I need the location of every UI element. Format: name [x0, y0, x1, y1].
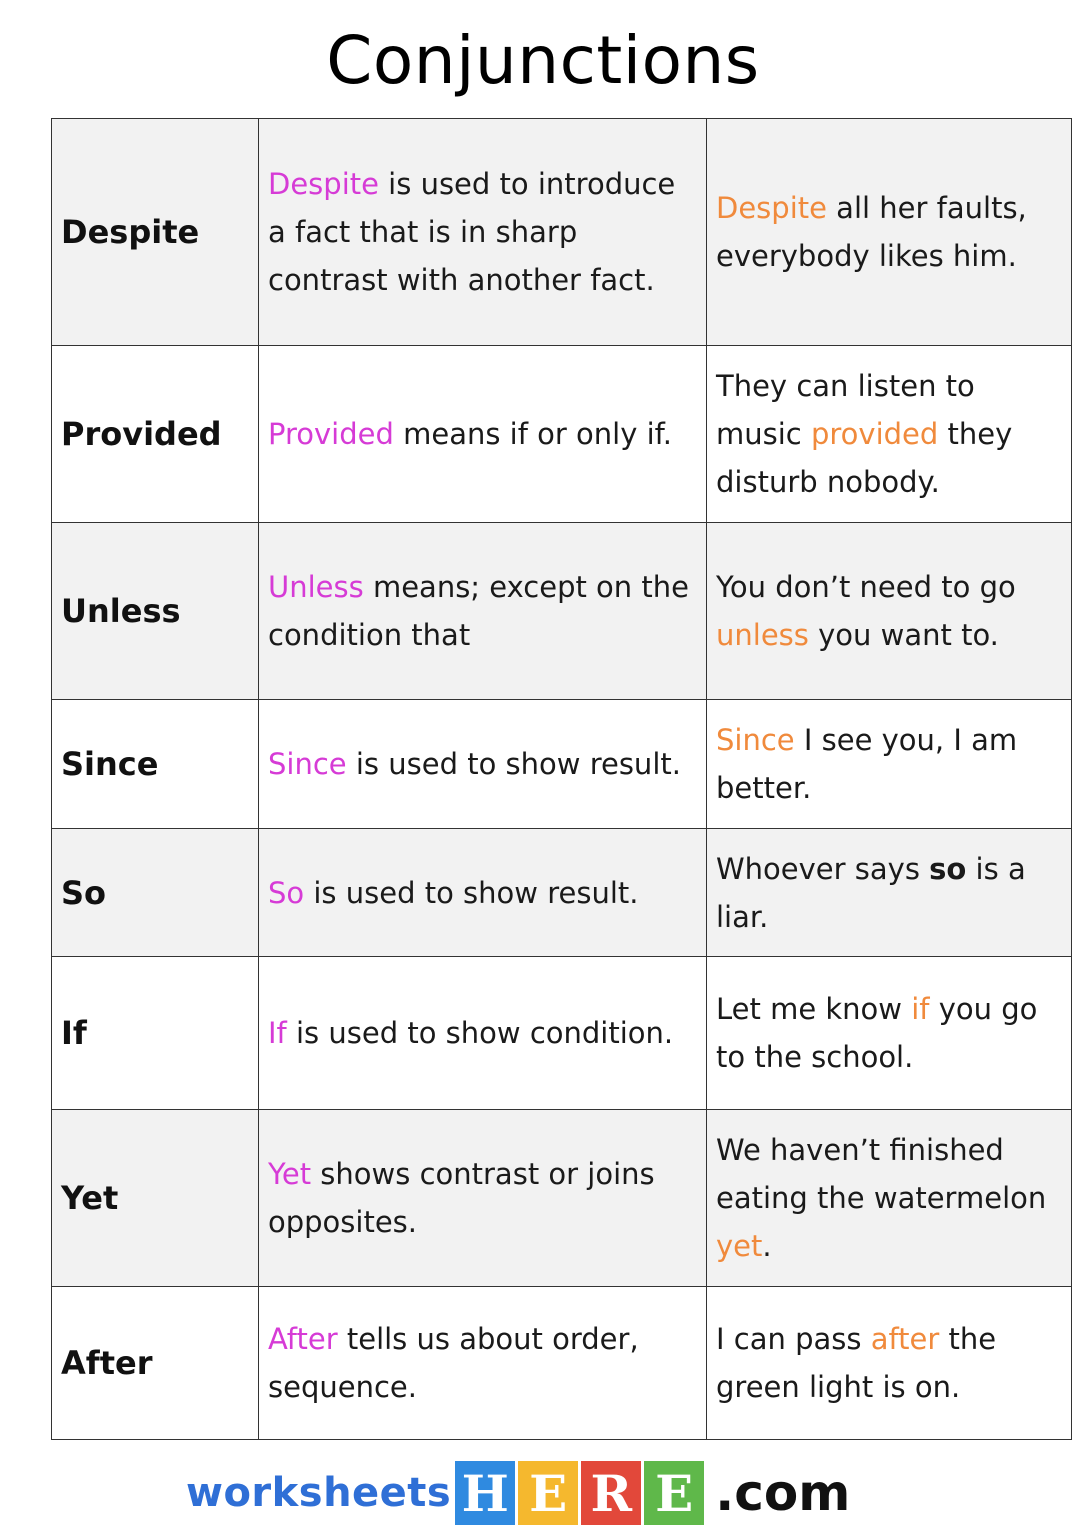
- example-text-pre: They can listen to music: [716, 369, 975, 451]
- definition-cell: [259, 346, 707, 523]
- example-text-pre: I can pass: [716, 1322, 871, 1356]
- definition-cell: [259, 119, 707, 346]
- term-cell: Provided: [52, 346, 259, 523]
- table-row: [52, 523, 1072, 700]
- example-text-post: the green light is on.: [716, 1322, 997, 1404]
- logo-tile-h: H: [455, 1461, 515, 1525]
- logo-tile-e: E: [518, 1461, 578, 1525]
- table-row: [52, 829, 1072, 957]
- example-cell: [707, 346, 1072, 523]
- definition-text: means; except on the condition that: [268, 570, 689, 652]
- definition-keyword: Since: [268, 747, 347, 781]
- definition-text: is used to show result.: [304, 875, 639, 910]
- definition-cell: [259, 700, 707, 829]
- definition-text: is used to show result.: [346, 747, 681, 781]
- term-cell: If: [52, 957, 259, 1110]
- example-text-post: I see you, I am better.: [716, 723, 1018, 805]
- definition-cell: [259, 1110, 707, 1287]
- example-text-pre: Whoever says: [716, 851, 930, 886]
- footer-prefix: worksheets: [186, 1470, 452, 1516]
- term-cell: Despite: [52, 119, 259, 346]
- definition-keyword: So: [268, 875, 305, 910]
- term-cell: Yet: [52, 1110, 259, 1287]
- example-keyword: if: [911, 992, 930, 1026]
- table-row: [52, 119, 1072, 346]
- example-text-post: .: [762, 1229, 772, 1263]
- footer-suffix: .com: [715, 1464, 851, 1522]
- example-keyword: yet: [716, 1229, 763, 1263]
- example-text-pre: You don’t need to go: [716, 570, 1016, 604]
- example-text-pre: Let me know: [716, 992, 912, 1026]
- page-title: Conjunctions: [326, 22, 760, 99]
- example-keyword: unless: [716, 618, 809, 652]
- footer-logo: [186, 1458, 850, 1528]
- example-keyword: provided: [810, 417, 939, 451]
- example-text-post: you want to.: [808, 618, 999, 652]
- example-keyword: after: [870, 1322, 940, 1356]
- example-cell: [707, 700, 1072, 829]
- example-keyword: Since: [716, 723, 795, 757]
- definition-keyword: If: [268, 1016, 287, 1050]
- definition-keyword: Provided: [268, 417, 394, 451]
- table-row: [52, 957, 1072, 1110]
- term-cell: Unless: [52, 523, 259, 700]
- definition-cell: [259, 829, 707, 957]
- definition-text: shows contrast or joins opposites.: [268, 1157, 655, 1239]
- table-row: [52, 1110, 1072, 1287]
- term-cell: So: [52, 829, 259, 957]
- term-cell: Since: [52, 700, 259, 829]
- example-text-post: they disturb nobody.: [716, 417, 1013, 499]
- definition-text: is used to introduce a fact that is in sharp contrast with another fact.: [268, 167, 676, 297]
- definition-cell: [259, 523, 707, 700]
- definition-cell: [259, 957, 707, 1110]
- logo-tile-e2: E: [644, 1461, 704, 1525]
- example-text-pre: We haven’t finished eating the watermelon: [716, 1133, 1047, 1215]
- example-cell: [707, 1110, 1072, 1287]
- conjunctions-table: [51, 118, 1072, 1440]
- definition-keyword: Unless: [268, 570, 364, 604]
- definition-text: tells us about order, sequence.: [268, 1322, 639, 1404]
- definition-keyword: Despite: [268, 167, 379, 201]
- example-keyword: Despite: [716, 191, 827, 225]
- example-text-post: is a liar.: [716, 851, 1026, 934]
- table-row: [52, 700, 1072, 829]
- term-cell: After: [52, 1287, 259, 1440]
- definition-cell: [259, 1287, 707, 1440]
- example-keyword: so: [929, 851, 967, 886]
- definition-text: is used to show condition.: [286, 1016, 674, 1050]
- example-cell: [707, 829, 1072, 957]
- example-text-post: all her faults, everybody likes him.: [716, 191, 1027, 273]
- logo-tile-r: R: [581, 1461, 641, 1525]
- table-row: [52, 346, 1072, 523]
- example-cell: [707, 119, 1072, 346]
- example-cell: [707, 957, 1072, 1110]
- example-text-post: you go to the school.: [716, 992, 1038, 1074]
- definition-text: means if or only if.: [393, 417, 672, 451]
- example-cell: [707, 1287, 1072, 1440]
- example-cell: [707, 523, 1072, 700]
- definition-keyword: Yet: [268, 1157, 312, 1191]
- definition-keyword: After: [268, 1322, 338, 1356]
- table-row: [52, 1287, 1072, 1440]
